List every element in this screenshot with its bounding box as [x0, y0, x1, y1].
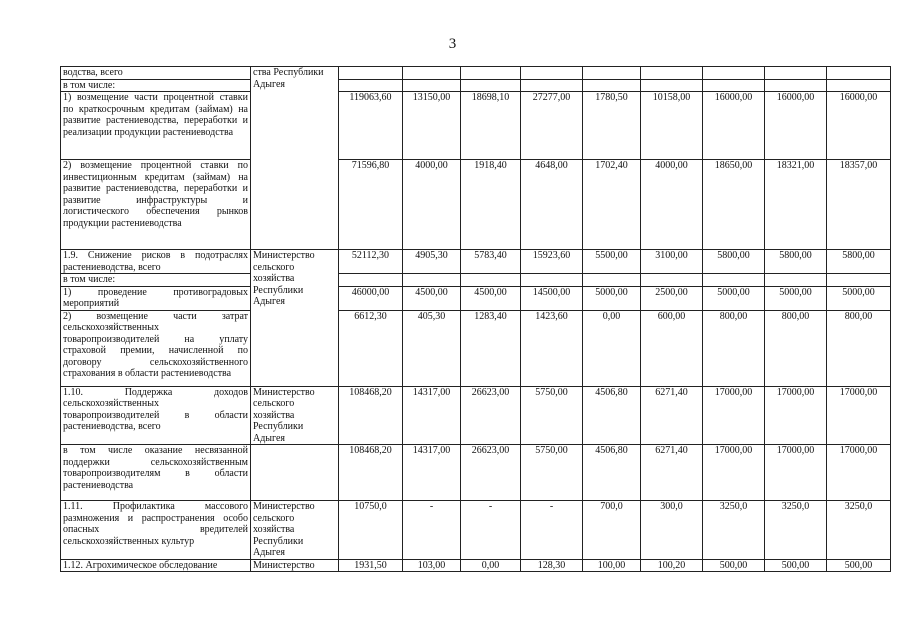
- value-cell: 17000,00: [765, 445, 827, 501]
- value-cell: 4000,00: [641, 160, 703, 250]
- value-cell: 300,0: [641, 501, 703, 560]
- value-cell: 1423,60: [521, 310, 583, 386]
- value-cell: 4000,00: [403, 160, 461, 250]
- program-name-cell: 1.10. Поддержка доходов сельскохозяйственных товаропроизводителей в области растениеводства, всего: [61, 386, 251, 445]
- table-row: [61, 250, 891, 274]
- value-cell: 6271,40: [641, 445, 703, 501]
- value-cell: 500,00: [765, 559, 827, 572]
- value-cell: [641, 79, 703, 92]
- value-cell: 5750,00: [521, 445, 583, 501]
- value-cell: 4506,80: [583, 386, 641, 445]
- value-cell: 16000,00: [827, 92, 891, 160]
- value-cell: 5750,00: [521, 386, 583, 445]
- value-cell: 18698,10: [461, 92, 521, 160]
- value-cell: 18321,00: [765, 160, 827, 250]
- value-cell: 0,00: [583, 310, 641, 386]
- table-row: [61, 79, 891, 92]
- value-cell: 13150,00: [403, 92, 461, 160]
- value-cell: 1931,50: [339, 559, 403, 572]
- program-name-cell: 1.11. Профилактика массового размножения и распространения особо опасных вредителей сельскохозяйственных культур: [61, 501, 251, 560]
- value-cell: 1283,40: [461, 310, 521, 386]
- value-cell: [521, 67, 583, 80]
- value-cell: [461, 67, 521, 80]
- value-cell: [641, 274, 703, 287]
- table-row: [61, 445, 891, 501]
- value-cell: 3250,0: [765, 501, 827, 560]
- table-row: [61, 501, 891, 560]
- table-row: [61, 386, 891, 445]
- value-cell: -: [403, 501, 461, 560]
- value-cell: 4648,00: [521, 160, 583, 250]
- executor-cell: Министерство: [251, 559, 339, 572]
- value-cell: 27277,00: [521, 92, 583, 160]
- value-cell: 4500,00: [461, 286, 521, 310]
- value-cell: 5783,40: [461, 250, 521, 274]
- value-cell: 6612,30: [339, 310, 403, 386]
- value-cell: 15923,60: [521, 250, 583, 274]
- value-cell: 17000,00: [703, 445, 765, 501]
- value-cell: 17000,00: [827, 386, 891, 445]
- value-cell: 5800,00: [703, 250, 765, 274]
- value-cell: [403, 67, 461, 80]
- value-cell: 17000,00: [827, 445, 891, 501]
- value-cell: 5000,00: [583, 286, 641, 310]
- value-cell: 14317,00: [403, 386, 461, 445]
- value-cell: 10750,0: [339, 501, 403, 560]
- value-cell: [339, 67, 403, 80]
- value-cell: 4500,00: [403, 286, 461, 310]
- program-name-cell: 1) возмещение части процентной ставки по краткосрочным кредитам (займам) на развитие растениеводства, переработки и реализации продукции растениеводства: [61, 92, 251, 160]
- value-cell: 103,00: [403, 559, 461, 572]
- value-cell: 1702,40: [583, 160, 641, 250]
- value-cell: [827, 79, 891, 92]
- value-cell: 46000,00: [339, 286, 403, 310]
- program-name-cell: 1.12. Агрохимическое обследование: [61, 559, 251, 572]
- value-cell: 128,30: [521, 559, 583, 572]
- value-cell: 5500,00: [583, 250, 641, 274]
- value-cell: 1780,50: [583, 92, 641, 160]
- value-cell: 500,00: [703, 559, 765, 572]
- value-cell: [583, 274, 641, 287]
- program-name-cell: 2) возмещение части затрат сельскохозяйственных товаропроизводителей на уплату страховой премии, начисленной по договору сельскохозяйственного страхования в области растениеводства: [61, 310, 251, 386]
- value-cell: [403, 79, 461, 92]
- value-cell: 500,00: [827, 559, 891, 572]
- value-cell: 5800,00: [827, 250, 891, 274]
- value-cell: 4905,30: [403, 250, 461, 274]
- value-cell: 119063,60: [339, 92, 403, 160]
- value-cell: 100,20: [641, 559, 703, 572]
- value-cell: 4506,80: [583, 445, 641, 501]
- program-name-cell: 1.9. Снижение рисков в подотраслях растениеводства, всего: [61, 250, 251, 274]
- value-cell: 5000,00: [703, 286, 765, 310]
- executor-cell: ства Республики Адыгея: [251, 67, 339, 250]
- value-cell: 17000,00: [703, 386, 765, 445]
- value-cell: 108468,20: [339, 386, 403, 445]
- table-row: [61, 160, 891, 250]
- program-name-cell: в том числе:: [61, 274, 251, 287]
- value-cell: [827, 274, 891, 287]
- value-cell: 10158,00: [641, 92, 703, 160]
- program-name-cell: 2) возмещение процентной ставки по инвестиционным кредитам (займам) на развитие растениеводства, переработки и развитие инфраструктуры и логистического обеспечения рынков продукции растениеводства: [61, 160, 251, 250]
- table-row: [61, 67, 891, 80]
- value-cell: [827, 67, 891, 80]
- value-cell: 108468,20: [339, 445, 403, 501]
- value-cell: 18357,00: [827, 160, 891, 250]
- value-cell: 100,00: [583, 559, 641, 572]
- value-cell: -: [461, 501, 521, 560]
- value-cell: 71596,80: [339, 160, 403, 250]
- executor-cell: Министерство сельского хозяйства Республики Адыгея: [251, 386, 339, 445]
- value-cell: [765, 67, 827, 80]
- value-cell: 800,00: [703, 310, 765, 386]
- budget-table: [60, 66, 891, 572]
- program-name-cell: в том числе оказание несвязанной поддержки сельскохозяйственным товаропроизводителям в области растениеводства: [61, 445, 251, 501]
- value-cell: 800,00: [827, 310, 891, 386]
- value-cell: [765, 274, 827, 287]
- value-cell: 26623,00: [461, 445, 521, 501]
- value-cell: [765, 79, 827, 92]
- page-number: 3: [448, 36, 457, 52]
- value-cell: [703, 274, 765, 287]
- executor-cell: Министерство сельского хозяйства Республики Адыгея: [251, 501, 339, 560]
- value-cell: [461, 79, 521, 92]
- value-cell: [461, 274, 521, 287]
- program-name-cell: в том числе:: [61, 79, 251, 92]
- table-row: [61, 286, 891, 310]
- value-cell: [703, 67, 765, 80]
- value-cell: 5000,00: [765, 286, 827, 310]
- value-cell: 800,00: [765, 310, 827, 386]
- value-cell: 700,0: [583, 501, 641, 560]
- value-cell: 16000,00: [703, 92, 765, 160]
- value-cell: 2500,00: [641, 286, 703, 310]
- value-cell: 5800,00: [765, 250, 827, 274]
- value-cell: 16000,00: [765, 92, 827, 160]
- executor-cell-empty: [251, 445, 339, 501]
- value-cell: [583, 67, 641, 80]
- table-row: [61, 274, 891, 287]
- value-cell: 14317,00: [403, 445, 461, 501]
- value-cell: 3250,0: [703, 501, 765, 560]
- program-name-cell: водства, всего: [61, 67, 251, 80]
- value-cell: [339, 79, 403, 92]
- value-cell: 3100,00: [641, 250, 703, 274]
- executor-cell: Министерство сельского хозяйства Республики Адыгея: [251, 250, 339, 387]
- value-cell: [521, 274, 583, 287]
- value-cell: -: [521, 501, 583, 560]
- value-cell: [703, 79, 765, 92]
- value-cell: [403, 274, 461, 287]
- value-cell: [339, 274, 403, 287]
- value-cell: 17000,00: [765, 386, 827, 445]
- value-cell: [521, 79, 583, 92]
- value-cell: 5000,00: [827, 286, 891, 310]
- value-cell: [583, 79, 641, 92]
- table-row: [61, 559, 891, 572]
- value-cell: 0,00: [461, 559, 521, 572]
- value-cell: 14500,00: [521, 286, 583, 310]
- value-cell: [641, 67, 703, 80]
- value-cell: 1918,40: [461, 160, 521, 250]
- value-cell: 405,30: [403, 310, 461, 386]
- table-row: [61, 92, 891, 160]
- table-row: [61, 310, 891, 386]
- program-name-cell: 1) проведение противоградовых мероприятий: [61, 286, 251, 310]
- value-cell: 18650,00: [703, 160, 765, 250]
- value-cell: 26623,00: [461, 386, 521, 445]
- value-cell: 3250,0: [827, 501, 891, 560]
- value-cell: 600,00: [641, 310, 703, 386]
- value-cell: 6271,40: [641, 386, 703, 445]
- value-cell: 52112,30: [339, 250, 403, 274]
